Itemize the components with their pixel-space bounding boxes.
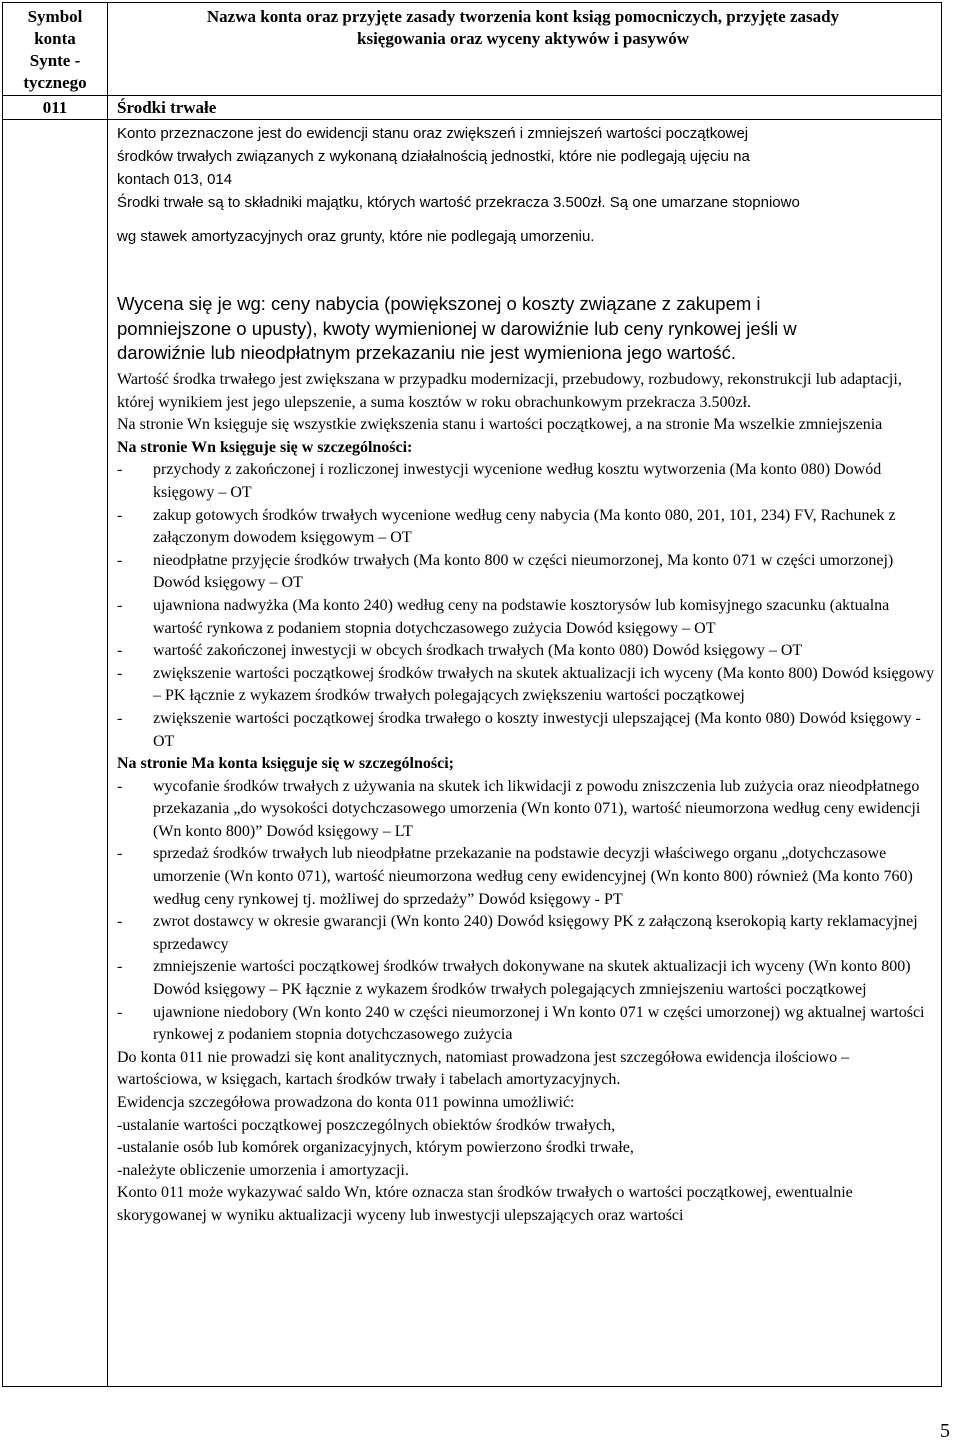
- account-table: [2, 2, 942, 1387]
- wn-item-text: zakup gotowych środków trwałych wycenione według ceny nabycia (Ma konto 080, 201, 101, 234) FV, Rachunek z załączonym dowodem księgowym – OT: [153, 506, 896, 547]
- ma-list-item: - ujawnione niedobory (Wn konto 240 w części nieumorzonej i Wn konto 071 w części umorzonej) wg aktualnej wartości rynkowej z podaniem stopnia dotychczasowego zużycia: [117, 1003, 925, 1044]
- wn-list-item: - ujawniona nadwyżka (Ma konto 240) według ceny na podstawie kosztorysów lub komisyjnego szacunku (aktualna wartość rynkowa z podaniem stopnia dotychczasowego zużycia Dowód księgowy – OT: [117, 596, 890, 637]
- wn-item-text: przychody z zakończonej i rozliczonej inwestycji wycenione według kosztu wytworzenia (Ma konto 080) Dowód księgowy – OT: [153, 461, 882, 501]
- account-name: Środki trwałe: [117, 98, 217, 117]
- wn-list-item: - zakup gotowych środków trwałych wycenione według ceny nabycia (Ma konto 080, 201, 101, 234) FV, Rachunek z załączonym dowodem księgowym – OT: [117, 506, 896, 547]
- ma-item-text: zmniejszenie wartości początkowej środków trwałych dokonywane na skutek aktualizacji ich wyceny (Wn konto 800) Dowód księgowy – PK łącznie z wykazem środków trwałych polegających zmniejszeniu wartości początkowej: [153, 958, 911, 999]
- detailed-line: -należyte obliczenie umorzenia i amortyzacji.: [117, 1161, 409, 1179]
- balance-paragraph: Konto 011 może wykazywać saldo Wn, które oznacza stan środków trwałych o wartości początkowej, ewentualnie skorygowanej w wyniku aktualizacji wyceny lub inwestycji ulepszających oraz wartości: [117, 1184, 853, 1224]
- wn-ma-paragraph: Na stronie Wn księguje się wszystkie zwiększenia stanu i wartości początkowej, a na stronie Ma wszelkie zmniejszenia: [117, 416, 883, 434]
- header-divider: [3, 95, 941, 96]
- wn-list-item: - zwiększenie wartości początkowej środka trwałego o koszty inwestycji ulepszającej (Ma konto 080) Dowód księgowy - OT: [117, 709, 921, 750]
- account-row-divider: [3, 119, 941, 120]
- ma-item-text: wycofanie środków trwałych z używania na skutek ich likwidacji z powodu zniszczenia lub zużycia oraz nieodpłatnego przekazania „do wysokości dotychczasowego umorzenia (Wn konto 071), wartość nieumorzona według ceny ewidencji (Wn konto 800)” Dowód księgowy – LT: [153, 777, 921, 840]
- wn-item-text: zwiększenie wartości początkowej środka trwałego o koszty inwestycji ulepszającej (Ma konto 080) Dowód księgowy - OT: [153, 709, 921, 750]
- page-number: 5: [940, 1420, 950, 1442]
- wn-item-text: nieodpłatne przyjęcie środków trwałych (Ma konto 800 w części nieumorzonej, Ma konto 071 w części umorzonej) Dowód księgowy – OT: [153, 551, 894, 592]
- wn-list-item: - zwiększenie wartości początkowej środków trwałych na skutek aktualizacji ich wyceny (Ma konto 800) Dowód księgowy – PK łącznie z wykazem środków trwałych polegających zwiększeniu wartości początkowej: [117, 664, 935, 705]
- ma-list-item: - sprzedaż środków trwałych lub nieodpłatne przekazanie na podstawie decyzji właściwego organu „dotychczasowe umorzenie (Wn konto 071), wartość nieumorzona według ceny ewidencyjnej (Wn konto 800) również (Ma konto 760) według ceny rynkowej tj. możliwej do sprzedaży” Dowód księgowy - PT: [117, 845, 913, 908]
- detailed-line: -ustalanie wartości początkowej poszczególnych obiektów środków trwałych,: [117, 1116, 616, 1134]
- intro-line: Konto przeznaczone jest do ewidencji stanu oraz zwiększeń i zmniejszeń wartości początkowej: [117, 125, 749, 142]
- wn-list-item: - przychody z zakończonej i rozliczonej inwestycji wycenione według kosztu wytworzenia (Ma konto 080) Dowód księgowy – OT: [117, 461, 882, 501]
- header-symbol-line: tycznego: [23, 73, 87, 92]
- wn-list-item: - wartość zakończonej inwestycji w obcych środkach trwałych (Ma konto 080) Dowód księgowy – OT: [117, 642, 803, 660]
- header-name-cell: [113, 6, 933, 50]
- wn-item-text: ujawniona nadwyżka (Ma konto 240) według ceny na podstawie kosztorysów lub komisyjnego szacunku (aktualna wartość rynkowa z podaniem stopnia dotychczasowego zużycia Dowód księgowy – OT: [153, 596, 890, 637]
- value-increase-paragraph: Wartość środka trwałego jest zwiększana w przypadku modernizacji, przebudowy, rozbudowy, rekonstrukcji lub adaptacji, której wynikiem jest jego ulepszenie, a suma kosztów w roku obrachunkowym przekracza 3.500zł.: [117, 371, 902, 411]
- wn-heading: Na stronie Wn księguje się w szczególności:: [117, 438, 413, 456]
- wn-item-text: zwiększenie wartości początkowej środków trwałych na skutek aktualizacji ich wyceny (Ma konto 800) Dowód księgowy – PK łącznie z wykazem środków trwałych polegających zwiększeniu wartości początkowej: [153, 664, 935, 705]
- intro-line: Środki trwałe są to składniki majątku, których wartość przekracza 3.500zł. Są one umarzane stopniowo: [117, 194, 800, 211]
- header-name-line: księgowania oraz wyceny aktywów i pasywów: [357, 29, 689, 48]
- detailed-line: -ustalanie osób lub komórek organizacyjnych, którym powierzono środki trwałe,: [117, 1139, 634, 1157]
- ma-list-item: - wycofanie środków trwałych z używania na skutek ich likwidacji z powodu zniszczenia lub zużycia oraz nieodpłatnego przekazania „do wysokości dotychczasowego umorzenia (Wn konto 071), wartość nieumorzona według ceny ewidencji (Wn konto 800)” Dowód księgowy – LT: [117, 777, 921, 840]
- ma-heading: Na stronie Ma konta księguje się w szczególności;: [117, 755, 454, 773]
- ma-item-text: sprzedaż środków trwałych lub nieodpłatne przekazanie na podstawie decyzji właściwego organu „dotychczasowe umorzenie (Wn konto 071), wartość nieumorzona według ceny ewidencyjnej (Wn konto 800) również (Ma konto 760) według ceny rynkowej tj. możliwej do sprzedaży” Dowód księgowy - PT: [153, 845, 913, 908]
- ma-item-text: zwrot dostawcy w okresie gwarancji (Wn konto 240) Dowód księgowy PK z załączoną kserokopią karty reklamacyjnej sprzedawcy: [153, 913, 918, 953]
- intro-line: wg stawek amortyzacyjnych oraz grunty, które nie podlegają umorzeniu.: [117, 228, 595, 245]
- header-symbol-line: Symbol: [27, 7, 83, 26]
- column-divider: [107, 3, 108, 1386]
- ma-list-item: - zmniejszenie wartości początkowej środków trwałych dokonywane na skutek aktualizacji ich wyceny (Wn konto 800) Dowód księgowy – PK łącznie z wykazem środków trwałych polegających zmniejszeniu wartości początkowej: [117, 958, 911, 999]
- valuation-line: Wycena się je wg: ceny nabycia (powiększonej o koszty związane z zakupem i: [117, 293, 761, 314]
- detailed-intro: Ewidencja szczegółowa prowadzona do konta 011 powinna umożliwić:: [117, 1094, 575, 1111]
- valuation-line: darowiźnie lub nieodpłatnym przekazaniu nie jest wymieniona jego wartość.: [117, 342, 737, 363]
- wn-item-text: wartość zakończonej inwestycji w obcych środkach trwałych (Ma konto 080) Dowód księgowy – OT: [153, 642, 803, 660]
- analytics-paragraph: Do konta 011 nie prowadzi się kont analitycznych, natomiast prowadzona jest szczegółowa ewidencja ilościowo – wartościowa, w księgach, kartach środków trwały i tabelach amortyzacyjnych.: [117, 1048, 850, 1089]
- wn-list-item: - nieodpłatne przyjęcie środków trwałych (Ma konto 800 w części nieumorzonej, Ma konto 071 w części umorzonej) Dowód księgowy – OT: [117, 551, 894, 592]
- account-symbol: 011: [42, 98, 68, 117]
- ma-item-text: ujawnione niedobory (Wn konto 240 w części nieumorzonej i Wn konto 071 w części umorzonej) wg aktualnej wartości rynkowej z podaniem stopnia dotychczasowego zużycia: [153, 1003, 925, 1044]
- header-symbol-cell: [3, 6, 107, 94]
- header-symbol-line: konta: [34, 29, 76, 48]
- intro-line: środków trwałych związanych z wykonaną działalnością jednostki, które nie podlegają ujęciu na: [117, 148, 750, 165]
- ma-list-item: - zwrot dostawcy w okresie gwarancji (Wn konto 240) Dowód księgowy PK z załączoną kserokopią karty reklamacyjnej sprzedawcy: [117, 913, 918, 953]
- main-text: [117, 369, 935, 1228]
- header-name-line: Nazwa konta oraz przyjęte zasady tworzenia kont ksiąg pomocniczych, przyjęte zasady: [206, 7, 840, 26]
- header-symbol-line: Synte -: [29, 51, 81, 70]
- intro-line: kontach 013, 014: [117, 171, 233, 188]
- valuation-line: pomniejszone o upusty), kwoty wymienionej w darowiźnie lub ceny rynkowej jeśli w: [117, 317, 797, 339]
